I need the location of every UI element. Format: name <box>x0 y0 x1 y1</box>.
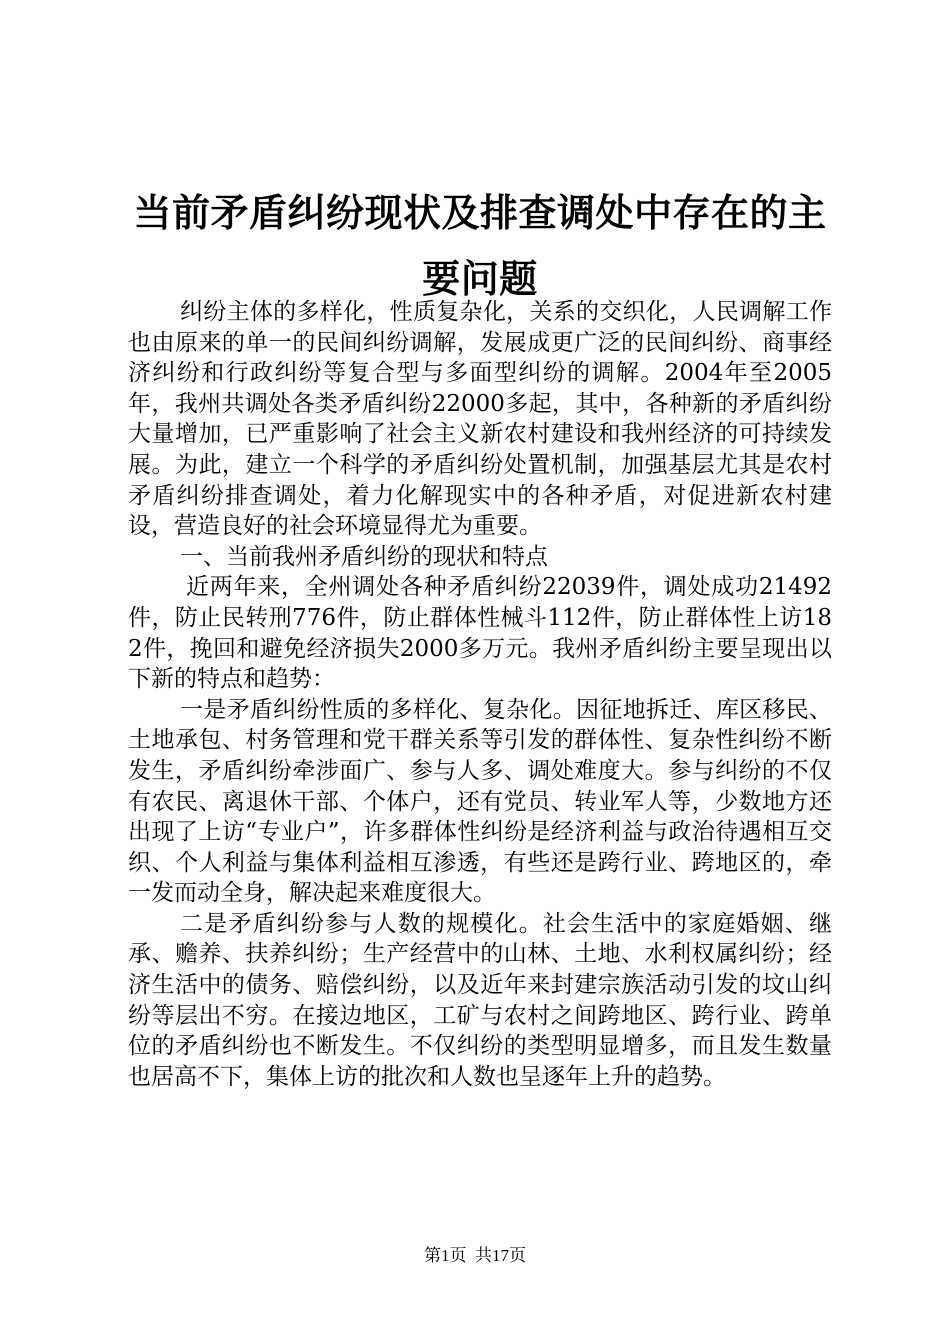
page-number: 第1页 <box>424 1246 467 1265</box>
page-total: 共17页 <box>475 1246 526 1265</box>
paragraph-point-two: 二是矛盾纠纷参与人数的规模化。社会生活中的家庭婚姻、继承、赡养、扶养纠纷；生产经营中的山林、土地、水利权属纠纷；经济生活中的债务、赔偿纠纷，以及近年来封建宗族活动引发的坟山纠纷等层出不穷。在接边地区，工矿与农村之间跨地区、跨行业、跨单位的矛盾纠纷也不断发生。不仅纠纷的类型明显增多，而且发生数量也居高不下，集体上访的批次和人数也呈逐年上升的趋势。 <box>128 910 832 1090</box>
paragraph-point-one: 一是矛盾纠纷性质的多样化、复杂化。因征地拆迁、库区移民、土地承包、村务管理和党干群关系等引发的群体性、复杂性纠纷不断发生，矛盾纠纷牵涉面广、参与人多、调处难度大。参与纠纷的不仅有农民、离退休干部、个体户，还有党员、转业军人等，少数地方还出现了上访“专业户”，许多群体性纠纷是经济利益与政治待遇相互交织、个人利益与集体利益相互渗透，有些还是跨行业、跨地区的，牵一发而动全身，解决起来难度很大。 <box>128 696 832 907</box>
paragraph-statistics: 近两年来，全州调处各种矛盾纠纷22039件，调处成功21492件，防止民转刑776件，防止群体性械斗112件，防止群体性上访182件，挽回和避免经济损失2000多万元。我州矛盾纠纷主要呈现出以下新的特点和趋势： <box>128 574 832 693</box>
document-body <box>128 297 832 1092</box>
document-title: 当前矛盾纠纷现状及排查调处中存在的主要问题 <box>133 190 827 301</box>
section-heading-1: 一、当前我州矛盾纠纷的现状和特点 <box>180 543 548 570</box>
paragraph-intro: 纠纷主体的多样化，性质复杂化，关系的交织化，人民调解工作也由原来的单一的民间纠纷调解，发展成更广泛的民间纠纷、商事经济纠纷和行政纠纷等复合型与多面型纠纷的调解。2004年至2005年，我州共调处各类矛盾纠纷22000多起，其中，各种新的矛盾纠纷大量增加，已严重影响了社会主义新农村建设和我州经济的可持续发展。为此，建立一个科学的矛盾纠纷处置机制，加强基层尤其是农村矛盾纠纷排查调处，着力化解现实中的各种矛盾，对促进新农村建设，营造良好的社会环境显得尤为重要。 <box>128 299 832 540</box>
page-footer <box>0 1245 950 1267</box>
